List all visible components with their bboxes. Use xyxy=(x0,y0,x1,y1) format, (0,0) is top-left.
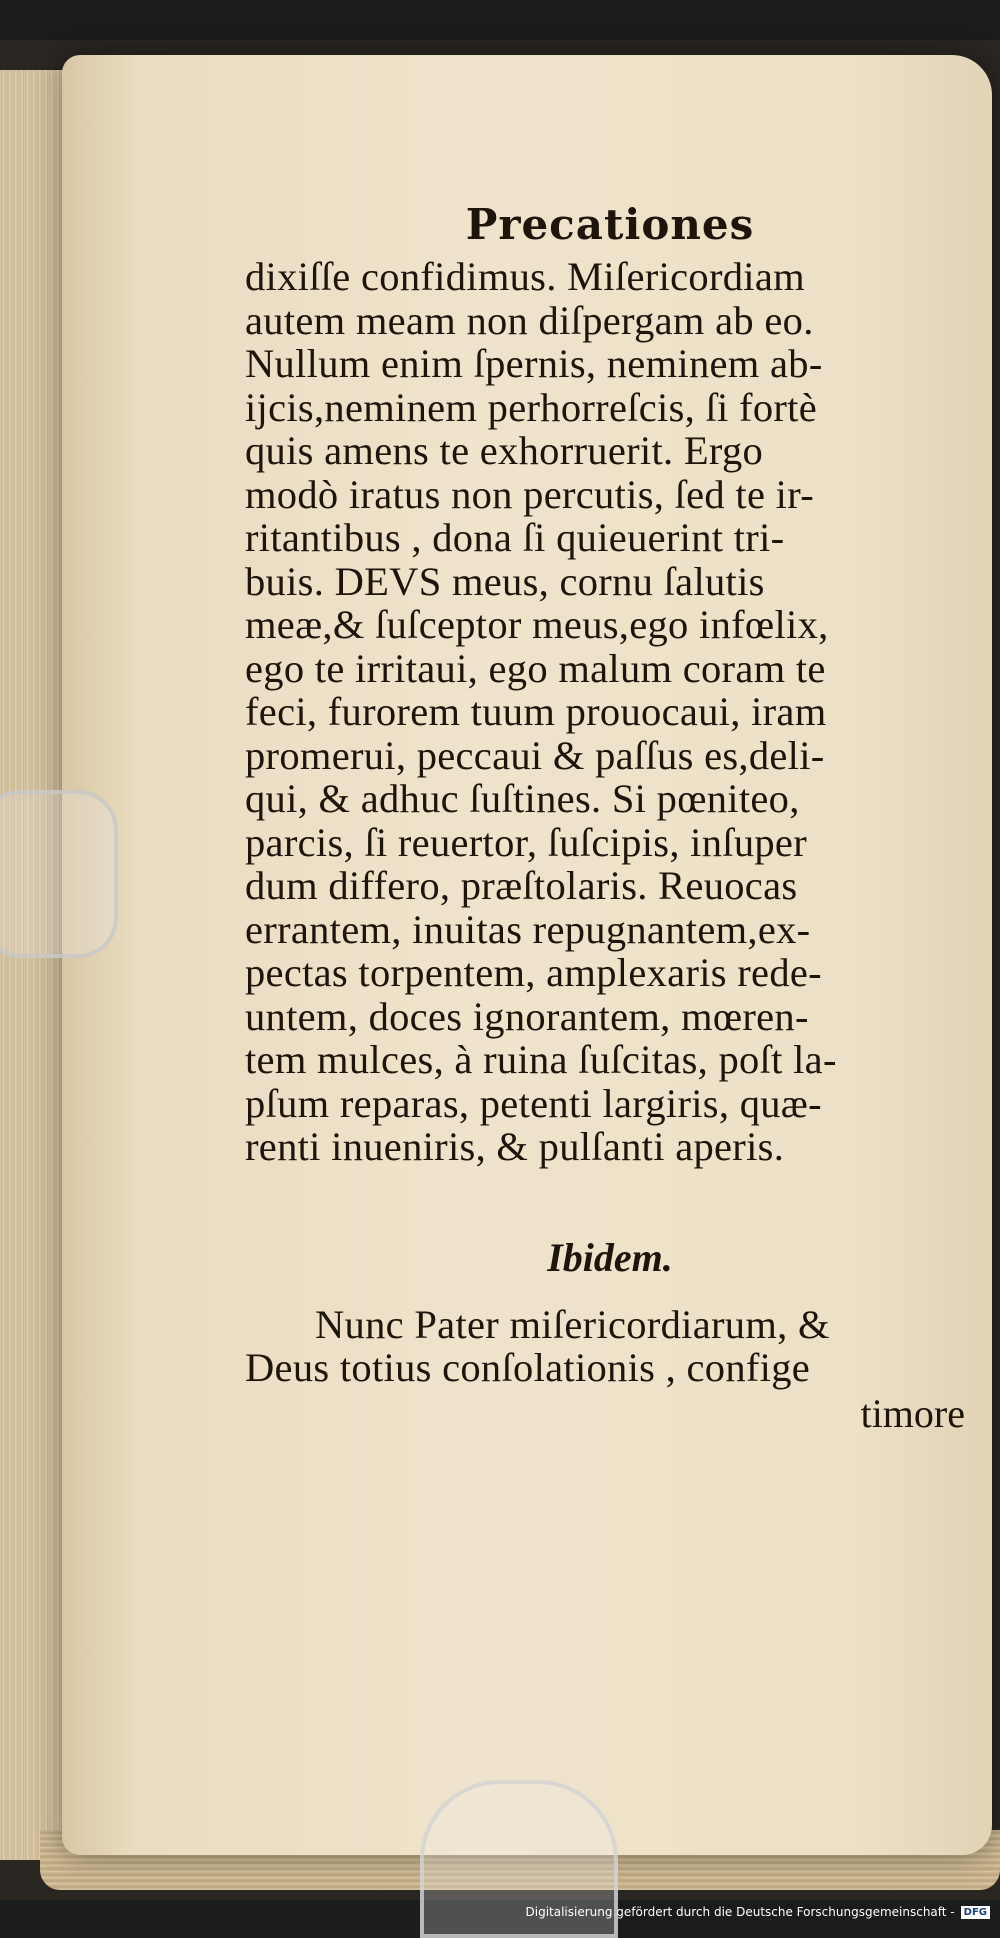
text-line: buis. DEVS meus, cornu ſalutis xyxy=(245,558,765,604)
dfg-logo-icon: DFG xyxy=(961,1906,990,1919)
text-line: renti inueniris, & pulſanti aperis. xyxy=(245,1124,785,1169)
text-line: Deus totius conſolationis , confige xyxy=(245,1345,811,1390)
text-line: untem, doces ignorantem, mœren- xyxy=(245,993,809,1039)
text-line: ritantibus , dona ſi quieuerint tri- xyxy=(245,515,785,560)
text-line: Nullum enim ſpernis, neminem ab- xyxy=(245,341,823,386)
text-line: promerui, peccaui & paſſus es,deli- xyxy=(245,732,825,778)
text-line: qui, & adhuc ſuſtines. Si pœniteo, xyxy=(245,776,800,821)
page-text xyxy=(245,200,975,1437)
text-line: pſum reparas, petenti largiris, quæ- xyxy=(245,1080,822,1126)
text-line: quis amens te exhorruerit. Ergo xyxy=(245,428,764,473)
catchword: timore xyxy=(860,1390,965,1436)
text-line: pectas torpentem, amplexaris rede- xyxy=(245,950,822,995)
text-line: meæ,& ſuſceptor meus,ego infœlix, xyxy=(245,602,829,647)
text-line: errantem, inuitas repugnantem,ex- xyxy=(245,906,811,952)
text-line: dum differo, præſtolaris. Reuocas xyxy=(245,863,798,908)
page-clip-left xyxy=(0,790,118,958)
text-line: dixiſſe confidimus. Miſericordiam xyxy=(245,254,805,299)
text-line: ego te irritaui, ego malum coram te xyxy=(245,645,826,691)
text-line: autem meam non diſpergam ab eo. xyxy=(245,297,814,343)
text-line: ijcis,neminem perhorreſcis, ſi fortè xyxy=(245,384,817,430)
digitization-credit xyxy=(526,1904,991,1920)
text-line: modò iratus non percutis, ſed te ir- xyxy=(245,471,814,517)
paragraph-1 xyxy=(245,255,975,1169)
text-line: parcis, ſi reuertor, ſuſcipis, inſuper xyxy=(245,819,807,865)
credit-text: Digitalisierung gefördert durch die Deutsche Forschungsgemeinschaft - xyxy=(525,1905,955,1919)
running-head: Precationes xyxy=(465,200,755,249)
section-heading: Ibidem. xyxy=(547,1234,673,1280)
text-line: feci, furorem tuum prouocaui, iram xyxy=(245,689,827,734)
text-line: tem mulces, à ruina ſuſcitas, poſt la- xyxy=(245,1037,837,1082)
paragraph-2 xyxy=(245,1303,975,1390)
text-line: Nunc Pater miſericordiarum, & xyxy=(315,1301,830,1347)
